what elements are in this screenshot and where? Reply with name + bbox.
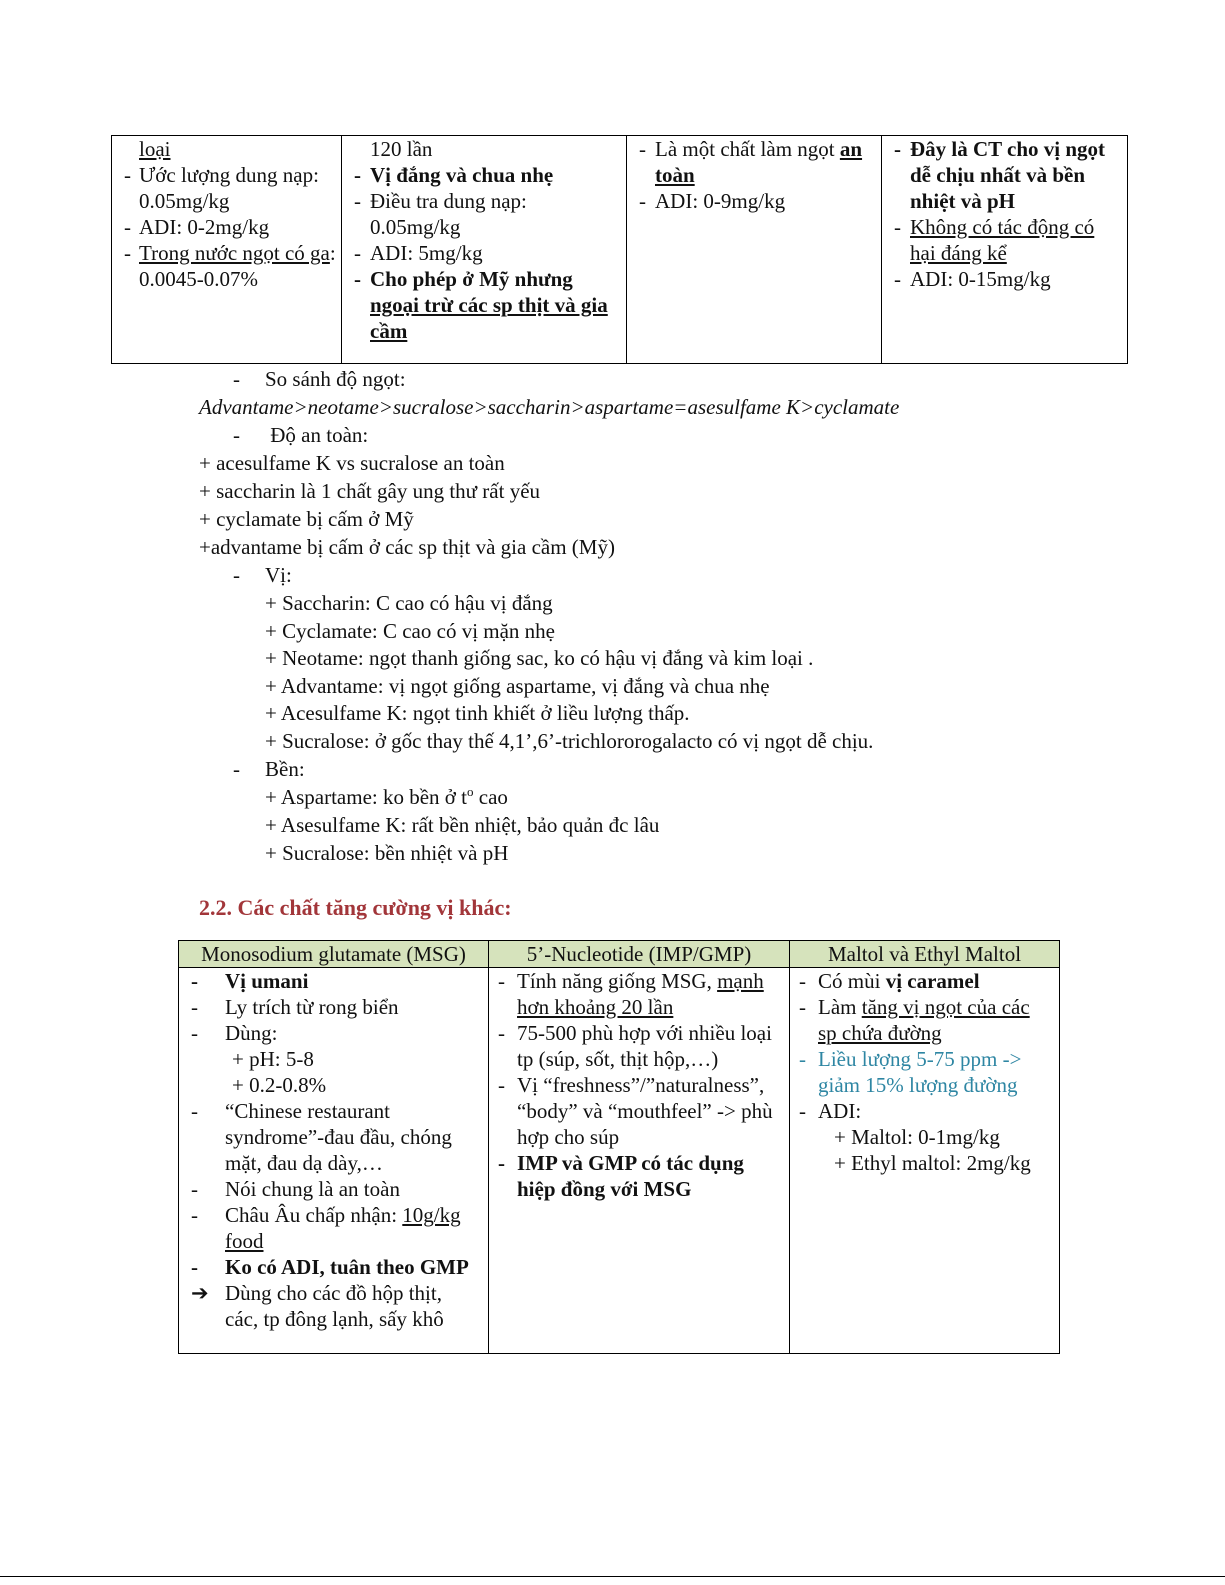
arrow-right-icon: ➔ xyxy=(191,1281,209,1305)
taste-line: + Cyclamate: C cao có vị mặn nhẹ xyxy=(265,618,556,643)
text-run: Cho phép ở Mỹ nhưng xyxy=(370,267,573,291)
text-run: ADI: xyxy=(818,1099,862,1123)
taste-line: + Acesulfame K: ngọt tinh khiết ở liều lượng thấp. xyxy=(265,701,690,725)
text-run: Là một chất làm ngọt xyxy=(655,137,840,161)
bullet-dash: - xyxy=(233,757,240,781)
bullet-dash: - xyxy=(639,189,646,213)
text-run: 120 lần xyxy=(370,137,433,161)
bullet-dash: - xyxy=(894,215,901,239)
bullet-dash: - xyxy=(233,423,240,447)
list-item xyxy=(790,994,1051,1046)
stability-line: + Asesulfame K: rất bền nhiệt, bảo quản đc lâu xyxy=(265,813,660,837)
bullet-dash: - xyxy=(191,1099,198,1123)
text-run: tăng vị ngọt của các sp chứa đường xyxy=(818,995,1030,1045)
stability-label: Bền: xyxy=(265,757,305,781)
text-run: + Ethyl maltol: 2mg/kg xyxy=(834,1151,1031,1175)
text-run: Tính năng giống MSG, xyxy=(517,969,718,993)
list-item xyxy=(882,136,1115,214)
text-run: Có mùi xyxy=(818,969,886,993)
list-item xyxy=(179,1280,480,1332)
text-run: ngoại trừ các sp thịt và gia cầm xyxy=(370,293,608,343)
list-item xyxy=(342,240,616,266)
header-nucleotide: 5’-Nucleotide (IMP/GMP) xyxy=(489,941,790,968)
flavor-enhancer-table xyxy=(178,940,1060,1354)
bullet-dash: - xyxy=(191,1021,198,1045)
text-run: ADI: 0-9mg/kg xyxy=(655,189,786,213)
list-item xyxy=(112,162,337,214)
sweetener-col-1 xyxy=(112,136,342,364)
text-run: Đây là CT cho vị ngọt dễ chịu nhất và bền nhiệt và pH xyxy=(910,137,1106,213)
list-item xyxy=(179,1072,480,1098)
bullet-dash: - xyxy=(191,995,198,1019)
bullet-dash: - xyxy=(354,267,361,291)
text-run: Liều lượng 5-75 ppm -> giảm 15% lượng đường xyxy=(818,1047,1022,1097)
text-run: + 0.2-0.8% xyxy=(232,1073,327,1097)
list-item xyxy=(790,1098,1051,1124)
bullet-dash: - xyxy=(894,267,901,291)
text-run: Ly trích từ rong biển xyxy=(225,995,399,1019)
list-item xyxy=(179,1254,480,1280)
list-item xyxy=(790,1046,1051,1098)
section-heading: 2.2. Các chất tăng cường vị khác: xyxy=(199,895,512,920)
bullet-dash: - xyxy=(354,241,361,265)
list-item xyxy=(790,1124,1051,1150)
bullet-dash: - xyxy=(124,163,131,187)
list-item xyxy=(790,968,1051,994)
bullet-dash: - xyxy=(233,563,240,587)
list-item xyxy=(489,1020,783,1072)
sweetener-col-4 xyxy=(882,136,1128,364)
list-item xyxy=(179,1176,480,1202)
stability-line: + Sucralose: bền nhiệt và pH xyxy=(265,841,509,865)
text-run: Nói chung là an toàn xyxy=(225,1177,400,1201)
text-run: Không có tác động có hại đáng kể xyxy=(910,215,1095,265)
list-item xyxy=(112,136,337,162)
list-item xyxy=(342,266,616,344)
sweetness-order: Advantame>neotame>sucralose>saccharin>aspartame=asesulfame K>cyclamate xyxy=(199,395,900,419)
safety-line: + acesulfame K vs sucralose an toàn xyxy=(199,451,505,475)
text-run: vị caramel xyxy=(885,969,980,993)
list-item xyxy=(342,188,616,240)
bullet-dash: - xyxy=(498,1021,505,1045)
text-run: mạnh hơn khoảng 20 lần xyxy=(517,969,764,1019)
text-run: Ước lượng dung nạp: 0.05mg/kg xyxy=(139,163,319,213)
nucleotide-col xyxy=(489,968,790,1354)
list-item xyxy=(112,240,337,292)
sweetener-col-2 xyxy=(342,136,627,364)
bullet-dash: - xyxy=(191,1203,198,1227)
text-run: + Maltol: 0-1mg/kg xyxy=(834,1125,1000,1149)
safety-label: Độ an toàn: xyxy=(265,423,369,447)
bullet-dash: - xyxy=(498,1073,505,1097)
page-bottom-rule xyxy=(0,1576,1225,1577)
bullet-dash: - xyxy=(639,137,646,161)
safety-line: +advantame bị cấm ở các sp thịt và gia cầm (Mỹ) xyxy=(199,535,615,559)
text-run: “Chinese restaurant syndrome”-đau đầu, chóng mặt, đau dạ dày,… xyxy=(225,1099,452,1175)
stability-lines xyxy=(265,784,659,868)
maltol-col xyxy=(790,968,1060,1354)
bullet-dash: - xyxy=(354,163,361,187)
list-item xyxy=(342,136,616,162)
bullet-dash: - xyxy=(799,969,806,993)
text-run: Dùng: xyxy=(225,1021,278,1045)
list-item xyxy=(489,968,783,1020)
taste-line: + Sucralose: ở gốc thay thế 4,1’,6’-trichlororogalacto có vị ngọt dễ chịu. xyxy=(265,728,874,753)
taste-line: + Saccharin: C cao có hậu vị đắng xyxy=(265,591,553,615)
text-run: Điều tra dung nạp: 0.05mg/kg xyxy=(370,189,527,239)
text-run: + pH: 5-8 xyxy=(232,1047,314,1071)
text-run: an toàn xyxy=(655,137,863,187)
text-run: Vị umani xyxy=(225,969,309,993)
sweetener-table-continued xyxy=(111,135,1128,364)
list-item xyxy=(882,266,1115,292)
list-item xyxy=(882,214,1115,266)
text-run: Trong nước ngọt có ga xyxy=(139,241,330,265)
taste-line: + Advantame: vị ngọt giống aspartame, vị đắng và chua nhẹ xyxy=(265,673,770,698)
bullet-dash: - xyxy=(498,969,505,993)
list-item xyxy=(489,1150,783,1202)
bullet-dash: - xyxy=(498,1151,505,1175)
text-run: ADI: 0-2mg/kg xyxy=(139,215,270,239)
list-item xyxy=(179,994,480,1020)
header-maltol: Maltol và Ethyl Maltol xyxy=(790,941,1060,968)
sweetness-label: So sánh độ ngọt: xyxy=(265,367,406,391)
list-item xyxy=(790,1150,1051,1176)
bullet-dash: - xyxy=(124,241,131,265)
text-run: 75-500 phù hợp với nhiều loại tp (súp, sốt, thịt hộp,…) xyxy=(517,1021,772,1071)
safety-line: + cyclamate bị cấm ở Mỹ xyxy=(199,507,414,531)
text-run: Làm xyxy=(818,995,862,1019)
list-item xyxy=(179,1020,480,1046)
bullet-dash: - xyxy=(894,137,901,161)
msg-col xyxy=(179,968,489,1354)
sweetener-col-3 xyxy=(627,136,882,364)
text-run: Vị “freshness”/”naturalness”, “body” và “mouthfeel” -> phù hợp cho súp xyxy=(517,1073,773,1149)
safety-line: + saccharin là 1 chất gây ung thư rất yếu xyxy=(199,479,541,503)
bullet-dash: - xyxy=(191,1255,198,1279)
list-item xyxy=(179,1098,480,1176)
taste-line: + Neotame: ngọt thanh giống sac, ko có hậu vị đắng và kim loại . xyxy=(265,646,814,670)
text-run: : 0.0045-0.07% xyxy=(139,241,336,291)
bullet-dash: - xyxy=(233,367,240,391)
list-item xyxy=(112,214,337,240)
bullet-dash: - xyxy=(799,1047,806,1071)
text-run: 10g/kg food xyxy=(225,1203,461,1253)
text-run: Châu Âu chấp nhận: xyxy=(225,1203,403,1227)
bullet-dash: - xyxy=(354,189,361,213)
safety-lines xyxy=(199,450,615,562)
text-run: ADI: 0-15mg/kg xyxy=(910,267,1051,291)
text-run: IMP và GMP có tác dụng hiệp đồng với MSG xyxy=(517,1151,744,1201)
text-run: Dùng cho các đồ hộp thịt, các, tp đông lạnh, sấy khô xyxy=(225,1281,444,1331)
bullet-dash: - xyxy=(191,1177,198,1201)
list-item xyxy=(489,1072,783,1150)
stability-line-aspartame: + Aspartame: ko bền ở $t^o$ cao xyxy=(265,784,508,809)
list-item xyxy=(179,1202,480,1254)
bullet-dash: - xyxy=(799,995,806,1019)
text-run: loại xyxy=(139,137,171,161)
list-item xyxy=(627,136,871,188)
list-item xyxy=(627,188,871,214)
bullet-dash: - xyxy=(124,215,131,239)
list-item xyxy=(179,1046,480,1072)
bullet-dash: - xyxy=(799,1099,806,1123)
list-item xyxy=(342,162,616,188)
taste-label: Vị: xyxy=(265,563,292,587)
bullet-dash: - xyxy=(191,969,198,993)
text-run: Vị đắng và chua nhẹ xyxy=(370,163,554,187)
header-msg: Monosodium glutamate (MSG) xyxy=(179,941,489,968)
text-run: ADI: 5mg/kg xyxy=(370,241,483,265)
text-run: Ko có ADI, tuân theo GMP xyxy=(225,1255,469,1279)
taste-lines xyxy=(265,590,873,755)
list-item xyxy=(179,968,480,994)
